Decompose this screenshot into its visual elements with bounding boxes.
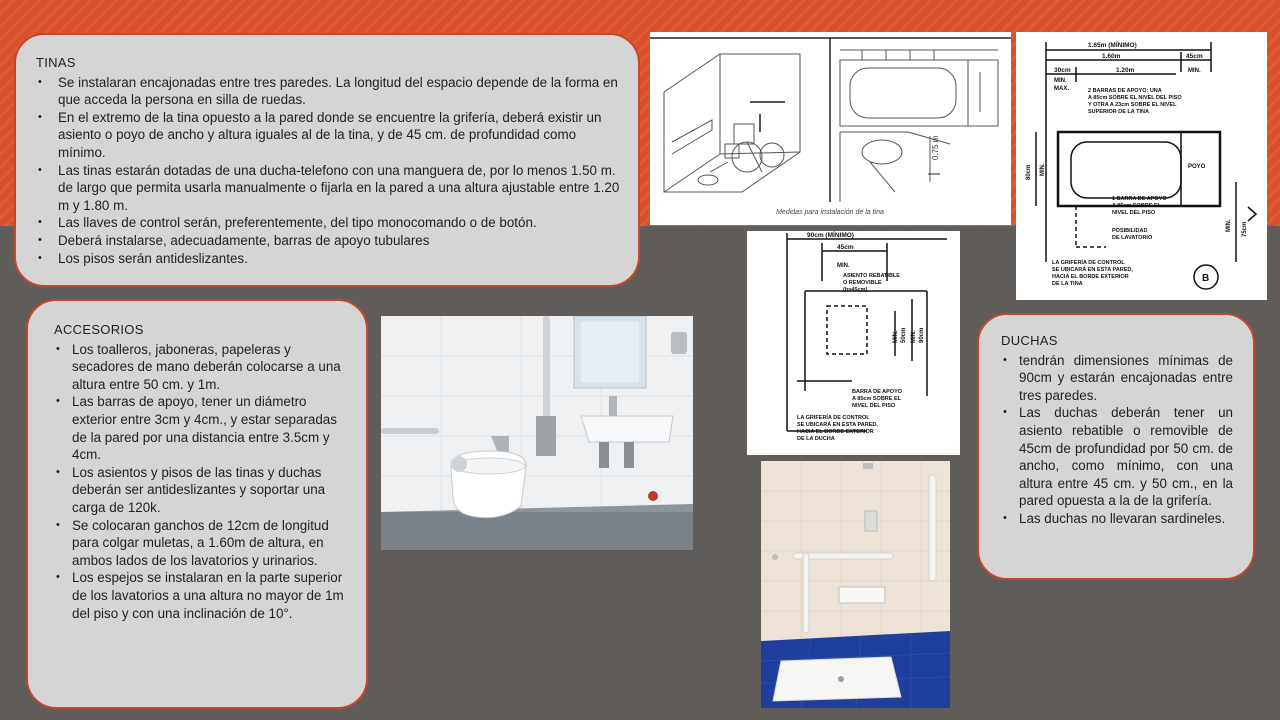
- note-text: 2 BARRAS DE APOYO: UNA: [1088, 88, 1162, 94]
- plan-letter: B: [1202, 273, 1210, 284]
- dim-label: 45cm: [1186, 53, 1203, 60]
- list-item: • Los espejos se instalaran en la parte superior de los lavatorios a una altura no mayor de 1m del piso y con una inclinación de 10°.: [54, 569, 350, 622]
- note-text: DE LAVATORIO: [1112, 235, 1153, 241]
- note-text: NIVEL DEL PISO: [1112, 210, 1156, 216]
- dim-label: 1.65m (MÍNIMO): [1088, 42, 1137, 49]
- dim-label: MIN.: [837, 263, 850, 269]
- list-item: • Las tinas estarán dotadas de una ducha-telefono con una manguera de, por lo menos 1.50 m. de largo que permita usarla manualmente o fijarla en la pared a una altura ajustable entre 1.20 m y 1.80 m.: [36, 162, 620, 215]
- list-item: • Las llaves de control serán, preferentemente, del tipo monocomando o de botón.: [36, 214, 620, 232]
- dim-label: 75cm: [1242, 221, 1248, 237]
- list-item: • Los asientos y pisos de las tinas y duchas deberán ser antideslizantes y soportar una carga de 120k.: [54, 464, 350, 517]
- list-item: • Deberá instalarse, adecuadamente, barras de apoyo tubulares: [36, 232, 620, 250]
- note-text: SUPERIOR DE LA TINA: [1088, 109, 1149, 115]
- note-text: SE UBICARÁ EN ESTA PARED,: [797, 422, 878, 428]
- note-text: Y OTRA A 23cm SOBRE EL NIVEL: [1088, 102, 1177, 108]
- tinas-title: TINAS: [36, 55, 76, 70]
- note-text: O REMOVIBLE: [843, 280, 882, 286]
- dim-label: MIN.: [1040, 163, 1046, 176]
- duchas-panel: [977, 313, 1255, 580]
- note-text: NIVEL DEL PISO: [852, 403, 896, 409]
- accesorios-list: [54, 341, 350, 623]
- note-text: LA GRIFERÍA DE CONTROL: [1052, 260, 1125, 266]
- note-text: BARRA DE APOYO: [852, 389, 903, 395]
- dim-label: 1.60m: [1102, 53, 1121, 60]
- list-item: • Las duchas deberán tener un asiento rebatible o removible de 45cm de profundidad por 50 cm. de ancho, como mínimo, con una altura entre 45 cm. y 50 cm., en la pared opuesta a la de la grifería.: [1001, 404, 1233, 510]
- note-text: A 85cm SOBRE EL NIVEL DEL PISO: [1088, 95, 1182, 101]
- note-text: 1 BARRA DE APOYO: [1112, 196, 1167, 202]
- dim-label: MIN.: [893, 330, 899, 343]
- tina-drawing: [650, 32, 1011, 225]
- note-text: LA GRIFERÍA DE CONTROL: [797, 415, 870, 421]
- note-text: SE UBICARÁ EN ESTA PARED,: [1052, 267, 1133, 273]
- list-item: • Se colocaran ganchos de 12cm de longitud para colgar muletas, a 1.60m de altura, en ambos lados de los lavatorios y urinarios.: [54, 517, 350, 570]
- list-item: • Las duchas no llevaran sardineles.: [1001, 510, 1233, 528]
- dim-label: 0.75 m: [931, 135, 940, 160]
- note-text: A 85cm SOBRE EL: [852, 396, 902, 402]
- dim-label: MIN.: [1188, 68, 1201, 74]
- figure-caption: Medidas para instalación de la tina: [776, 209, 884, 216]
- note-text: HACIA EL BORDE EXTERIOR: [1052, 274, 1129, 280]
- poyo-label: POYO: [1188, 164, 1206, 170]
- list-item: • Los toalleros, jaboneras, papeleras y secadores de mano deberán colocarse a una altura entre 50 cm. y 1m.: [54, 341, 350, 394]
- shower-photo: [761, 461, 950, 708]
- shower-plan-drawing: [747, 231, 960, 455]
- dim-label: 50cm: [901, 327, 907, 343]
- dim-label: 80cm: [1026, 164, 1032, 180]
- dim-label: 90cm: [919, 327, 925, 343]
- accesorios-panel: [26, 299, 368, 709]
- shower-illustration: [761, 461, 950, 708]
- list-item: • Las barras de apoyo, tener un diámetro exterior entre 3cm y 4cm., y estar separadas de la pared por una distancia entre 3.5cm y 4cm.: [54, 393, 350, 463]
- dim-label: MIN.: [911, 330, 917, 343]
- tina-drawing-image: [650, 32, 1011, 225]
- dim-label: MIN.: [1226, 219, 1232, 232]
- note-text: A 85cm SOBRE EL: [1112, 203, 1162, 209]
- duchas-title: DUCHAS: [1001, 333, 1058, 348]
- dim-label: 30cm: [1054, 67, 1071, 74]
- duchas-list: [1001, 352, 1233, 528]
- accesorios-title: ACCESORIOS: [54, 322, 144, 337]
- note-text: (h=45cm): [843, 287, 868, 293]
- dim-label: 45cm: [837, 244, 854, 251]
- dim-label: MAX.: [1054, 86, 1069, 92]
- toilet-photo: [381, 316, 693, 550]
- list-item: • tendrán dimensiones mínimas de 90cm y estarán encajonadas entre tres paredes.: [1001, 352, 1233, 405]
- shower-plan-image: [747, 231, 960, 455]
- tinas-panel: [14, 33, 640, 287]
- dim-label: 1.20m: [1116, 67, 1135, 74]
- note-text: ASIENTO REBATIBLE: [843, 273, 900, 279]
- toilet-illustration: [381, 316, 693, 550]
- dim-label: 90cm (MÍNIMO): [807, 232, 854, 239]
- list-item: • En el extremo de la tina opuesto a la pared donde se encuentre la grifería, deberá existir un asiento o poyo de ancho y altura iguales al de la tina, y de 45 cm. de profundidad como mínimo.: [36, 109, 620, 162]
- note-text: DE LA DUCHA: [797, 436, 835, 442]
- tina-plan-image: [1016, 32, 1267, 300]
- list-item: • Se instalaran encajonadas entre tres paredes. La longitud del espacio depende de la forma en que acceda la persona en silla de ruedas.: [36, 74, 620, 109]
- tina-plan-drawing: [1016, 32, 1267, 300]
- dim-label: MIN.: [1054, 78, 1067, 84]
- note-text: HACIA EL BORDE EXTERIOR: [797, 429, 874, 435]
- note-text: DE LA TINA: [1052, 281, 1083, 287]
- note-text: POSIBILIDAD: [1112, 228, 1148, 234]
- tinas-list: [36, 74, 620, 268]
- list-item: • Los pisos serán antideslizantes.: [36, 250, 620, 268]
